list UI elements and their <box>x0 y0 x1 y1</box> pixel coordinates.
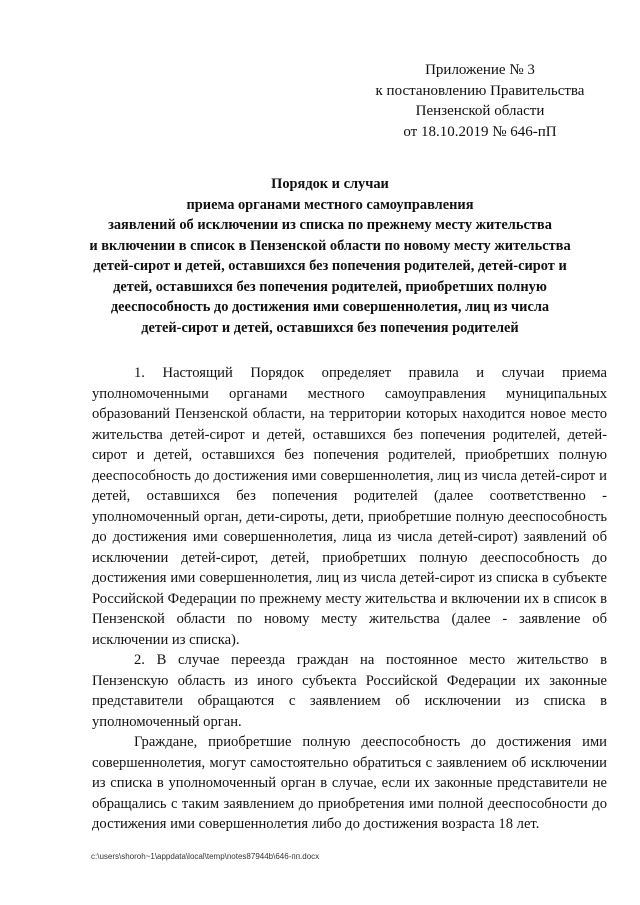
document-body <box>92 363 607 835</box>
appendix-number: Приложение № 3 <box>425 62 535 78</box>
paragraph-1: 1. Настоящий Порядок определяет правила и случаи приема уполномоченными органами местного самоуправления муниципальных образований Пензенской области, на территории которых находится новое место жительства детей-сирот и детей, оставшихся без попечения родителей, детей-сирот и детей, оставшихся без попечения родителей, приобретших полную дееспособность до достижения ими совершеннолетия, лиц из числа детей-сирот и детей, оставшихся без попечения родителей (далее соответственно - уполномоченный орган, дети-сироты, дети, приобретшие полную дееспособность до достижения ими совершеннолетия, лица из числа детей-сирот) заявлений об исключении детей-сирот, детей, приобретших полную дееспособность до достижения ими совершеннолетия, лиц из числа детей-сирот из списка в субъекте Российской Федерации по прежнему месту жительства и включении их в список в Пензенской области по новому месту жительства (далее - заявление об исключении из списка). <box>92 365 607 648</box>
file-path-footer: c:\users\shoroh~1\appdata\local\temp\notes87944b\646-пп.docx <box>91 852 320 861</box>
title-line: дееспособность до достижения ими совершеннолетия, лиц из числа <box>110 299 550 315</box>
document-title <box>70 174 590 338</box>
paragraph-3: Граждане, приобретшие полную дееспособность до достижения ими совершеннолетия, могут самостоятельно обратиться с заявлением об исключении из списка в уполномоченный орган в случае, если их законные представители не обращались с таким заявлением до приобретения ими полной дееспособности до достижения ими совершеннолетия либо до достижения возраста 18 лет. <box>92 734 607 832</box>
title-line: и включении в список в Пензенской области по новому месту жительства <box>89 237 571 254</box>
title-line: заявлений об исключении из списка по прежнему месту жительства <box>108 217 552 233</box>
title-line: приема органами местного самоуправления <box>186 196 474 213</box>
appendix-date-number: от 18.10.2019 № 646-пП <box>403 123 557 140</box>
appendix-header <box>360 60 600 142</box>
appendix-region: Пензенской области <box>415 103 545 119</box>
title-line: детей-сирот и детей, оставшихся без попечения родителей, детей-сирот и <box>93 258 567 274</box>
title-line: Порядок и случаи <box>271 176 389 192</box>
paragraph-2: 2. В случае переезда граждан на постоянное место жительство в Пензенскую область из иного субъекта Российской Федерации их законные представители обращаются с заявлением об исключении из списка в уполномоченный орган. <box>92 652 607 730</box>
appendix-reference: к постановлению Правительства <box>375 82 585 99</box>
title-line: детей, оставшихся без попечения родителей, приобретших полную <box>113 278 547 295</box>
title-line: детей-сирот и детей, оставшихся без попечения родителей <box>141 319 519 336</box>
